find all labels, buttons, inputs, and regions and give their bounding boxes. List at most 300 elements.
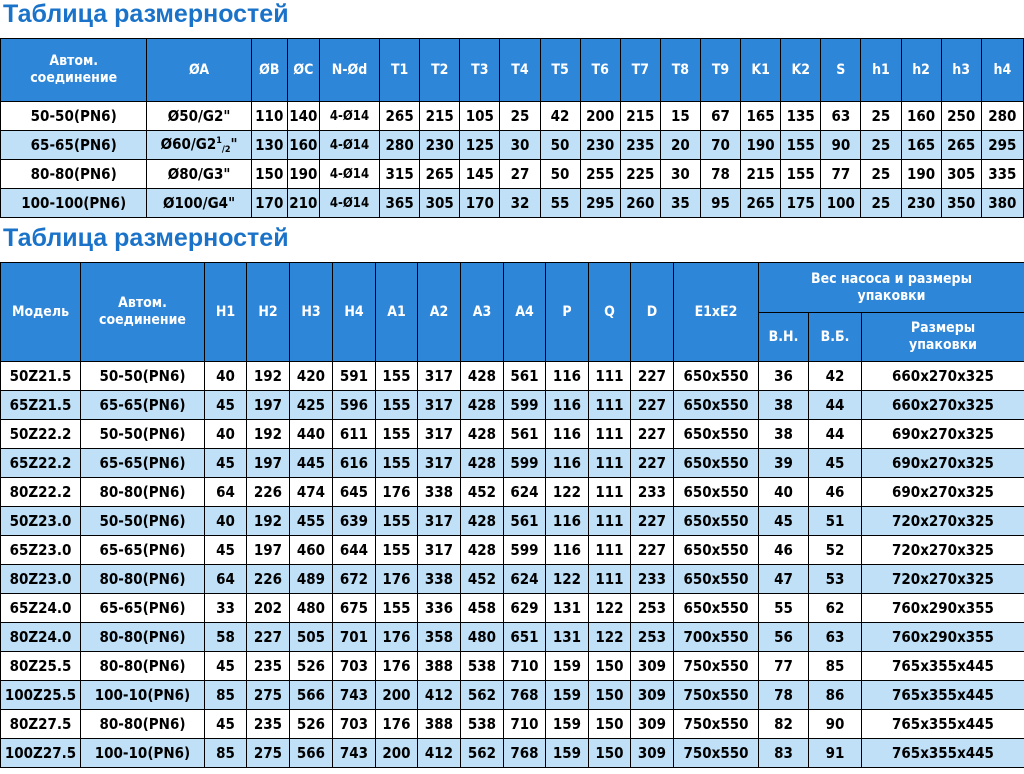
table-cell: 566 <box>290 739 333 768</box>
t1-col-header: K1 <box>741 39 781 102</box>
table-cell: 65-65(PN6) <box>81 449 205 478</box>
table-cell: 111 <box>589 362 631 391</box>
table-cell: 190 <box>741 131 781 160</box>
table-cell: 253 <box>631 623 674 652</box>
table-cell: 50-50(PN6) <box>81 507 205 536</box>
table-cell: 30 <box>500 131 540 160</box>
table-cell: 80-80(PN6) <box>1 160 147 189</box>
t2-col-header: P <box>546 263 589 362</box>
table-cell: 428 <box>461 362 504 391</box>
table-cell: 25 <box>861 189 901 218</box>
table-cell: 45 <box>205 449 247 478</box>
dimensions-table-1 <box>0 38 1024 218</box>
table-row <box>1 160 1024 189</box>
table-cell: 690x270x325 <box>862 478 1024 507</box>
table-cell: 25 <box>861 102 901 131</box>
table-cell: 100-10(PN6) <box>81 681 205 710</box>
table-cell: 39 <box>759 449 809 478</box>
table-row <box>1 102 1024 131</box>
t1-col-header: T1 <box>380 39 420 102</box>
table-cell: 4-Ø14 <box>319 189 379 218</box>
table-cell: 526 <box>290 710 333 739</box>
table-cell: 176 <box>376 710 418 739</box>
table-cell: 56 <box>759 623 809 652</box>
table-cell: 4-Ø14 <box>319 160 379 189</box>
t1-col-header: N-Ød <box>319 39 379 102</box>
t1-col-header: T3 <box>460 39 500 102</box>
table-cell: 672 <box>333 565 376 594</box>
table-cell: 86 <box>809 681 862 710</box>
table-cell: 561 <box>504 507 546 536</box>
table-cell: 526 <box>290 652 333 681</box>
t2-sub-header: В.Н. <box>759 313 809 362</box>
table-cell: 760x290x355 <box>862 594 1024 623</box>
table-cell: 650x550 <box>674 420 759 449</box>
table-cell: 165 <box>901 131 941 160</box>
table-cell: 765x355x445 <box>862 652 1024 681</box>
table-cell: 235 <box>247 652 290 681</box>
table-cell: 611 <box>333 420 376 449</box>
table-cell: 317 <box>418 507 461 536</box>
table-cell: 62 <box>809 594 862 623</box>
table-cell: 110 <box>251 102 287 131</box>
table-cell: 159 <box>546 681 589 710</box>
table-cell: 27 <box>500 160 540 189</box>
table-row <box>1 565 1024 594</box>
table-cell: 122 <box>546 565 589 594</box>
table-cell: 428 <box>461 420 504 449</box>
table-cell: 45 <box>205 652 247 681</box>
table-cell: 80-80(PN6) <box>81 623 205 652</box>
table-cell: 365 <box>380 189 420 218</box>
table-cell: 765x355x445 <box>862 739 1024 768</box>
table-cell: 710 <box>504 652 546 681</box>
table-cell: 765x355x445 <box>862 710 1024 739</box>
table-cell: 40 <box>205 362 247 391</box>
t1-col-header: h2 <box>901 39 941 102</box>
table-cell: 160 <box>287 131 319 160</box>
table-cell: 765x355x445 <box>862 681 1024 710</box>
table-cell: 190 <box>287 160 319 189</box>
table-cell: 412 <box>418 681 461 710</box>
table-cell: 190 <box>901 160 941 189</box>
table-cell: 710 <box>504 710 546 739</box>
table-cell: 170 <box>460 189 500 218</box>
table-cell: 624 <box>504 565 546 594</box>
table-cell: 743 <box>333 681 376 710</box>
table-cell: 650x550 <box>674 478 759 507</box>
table-cell: 701 <box>333 623 376 652</box>
table-cell: 275 <box>247 739 290 768</box>
table-cell: 50Z22.2 <box>1 420 81 449</box>
table-cell: 428 <box>461 536 504 565</box>
table-cell: 197 <box>247 449 290 478</box>
table-cell: 44 <box>809 420 862 449</box>
t1-col-header: T7 <box>620 39 660 102</box>
table-cell: 489 <box>290 565 333 594</box>
t2-col-header: Автом. соединение <box>81 263 205 362</box>
table-cell: 561 <box>504 420 546 449</box>
table-cell: 116 <box>546 507 589 536</box>
table-cell: 380 <box>981 189 1023 218</box>
table-cell: 176 <box>376 565 418 594</box>
table-cell: 65Z22.2 <box>1 449 81 478</box>
table-cell: 650x550 <box>674 362 759 391</box>
table-cell: 155 <box>781 131 821 160</box>
table-cell: 33 <box>205 594 247 623</box>
table-cell: 155 <box>376 420 418 449</box>
t1-col-header: ØC <box>287 39 319 102</box>
table-cell: 309 <box>631 710 674 739</box>
table-cell: 750x550 <box>674 739 759 768</box>
table-cell: 51 <box>809 507 862 536</box>
table-cell: 135 <box>781 102 821 131</box>
table-cell: 150 <box>589 710 631 739</box>
table-cell: 388 <box>418 652 461 681</box>
table-cell: 131 <box>546 594 589 623</box>
table-cell: 317 <box>418 391 461 420</box>
table-cell: 159 <box>546 739 589 768</box>
table-cell: 255 <box>580 160 620 189</box>
table-cell: 235 <box>620 131 660 160</box>
table-cell: 233 <box>631 565 674 594</box>
table-cell: 125 <box>460 131 500 160</box>
table-cell: 750x550 <box>674 681 759 710</box>
table-cell: 295 <box>981 131 1023 160</box>
table-cell: 44 <box>809 391 862 420</box>
t1-col-header: T5 <box>540 39 580 102</box>
table-cell: 77 <box>759 652 809 681</box>
table-cell: 690x270x325 <box>862 420 1024 449</box>
t1-col-header: h1 <box>861 39 901 102</box>
table-cell: 505 <box>290 623 333 652</box>
table-cell: 428 <box>461 391 504 420</box>
table-cell: 111 <box>589 536 631 565</box>
table-row <box>1 623 1024 652</box>
table-cell: 35 <box>660 189 700 218</box>
table-cell: 159 <box>546 710 589 739</box>
table-cell: 83 <box>759 739 809 768</box>
table-cell: 227 <box>631 391 674 420</box>
table-cell: 338 <box>418 565 461 594</box>
table-cell: 100Z27.5 <box>1 739 81 768</box>
table-cell: 768 <box>504 739 546 768</box>
t1-col-header: ØA <box>147 39 251 102</box>
table-cell: 65Z21.5 <box>1 391 81 420</box>
table-cell: 111 <box>589 449 631 478</box>
table-cell: 42 <box>809 362 862 391</box>
table-cell: 150 <box>589 652 631 681</box>
table-cell: 388 <box>418 710 461 739</box>
t1-col-header: T9 <box>700 39 740 102</box>
table-cell: 85 <box>205 739 247 768</box>
table-cell: Ø100/G4" <box>147 189 251 218</box>
table-cell: 599 <box>504 536 546 565</box>
table-cell: 105 <box>460 102 500 131</box>
table-cell: 650x550 <box>674 594 759 623</box>
table-cell: 78 <box>700 160 740 189</box>
table-cell: 750x550 <box>674 710 759 739</box>
table-cell: 64 <box>205 478 247 507</box>
table-cell: 85 <box>205 681 247 710</box>
table-cell: 650x550 <box>674 565 759 594</box>
t2-sub-header: Размеры упаковки <box>862 313 1024 362</box>
table-cell: 176 <box>376 623 418 652</box>
table-cell: 651 <box>504 623 546 652</box>
table-cell: 4-Ø14 <box>319 131 379 160</box>
table-cell: 80Z25.5 <box>1 652 81 681</box>
table-cell: 150 <box>589 739 631 768</box>
table-cell: 25 <box>861 131 901 160</box>
table-cell: 65-65(PN6) <box>81 391 205 420</box>
table-cell: 305 <box>420 189 460 218</box>
table-cell: 230 <box>580 131 620 160</box>
table-cell: 50-50(PN6) <box>81 362 205 391</box>
table-row <box>1 189 1024 218</box>
t1-col-header: K2 <box>781 39 821 102</box>
table-row <box>1 594 1024 623</box>
table-cell: 280 <box>981 102 1023 131</box>
table2-header-row <box>1 263 1024 313</box>
table-cell: 170 <box>251 189 287 218</box>
table-cell: 192 <box>247 362 290 391</box>
table-cell: 50 <box>540 131 580 160</box>
table-cell: 38 <box>759 420 809 449</box>
table-cell: 650x550 <box>674 507 759 536</box>
table-cell: 538 <box>461 652 504 681</box>
table-cell: 111 <box>589 565 631 594</box>
table-row <box>1 420 1024 449</box>
t2-col-header: H2 <box>247 263 290 362</box>
table-cell: 335 <box>981 160 1023 189</box>
t2-col-header: Модель <box>1 263 81 362</box>
table-cell: 65-65(PN6) <box>81 536 205 565</box>
table-cell: 55 <box>540 189 580 218</box>
t2-group-header: Вес насоса и размеры упаковки <box>759 263 1024 313</box>
table-cell: 703 <box>333 652 376 681</box>
table-cell: 47 <box>759 565 809 594</box>
table-cell: 100-10(PN6) <box>81 739 205 768</box>
table-cell: 46 <box>809 478 862 507</box>
table-cell: 150 <box>589 681 631 710</box>
table-cell: 45 <box>759 507 809 536</box>
t1-col-header: T8 <box>660 39 700 102</box>
table-cell: 317 <box>418 362 461 391</box>
table-cell: 309 <box>631 681 674 710</box>
table-cell: 122 <box>589 594 631 623</box>
table-cell: 20 <box>660 131 700 160</box>
table-cell: 111 <box>589 478 631 507</box>
table-cell: 260 <box>620 189 660 218</box>
table-cell: Ø80/G3" <box>147 160 251 189</box>
table-cell: 445 <box>290 449 333 478</box>
table-cell: 50Z23.0 <box>1 507 81 536</box>
table2-title: Таблица размерностей <box>3 224 289 252</box>
table-cell: 111 <box>589 391 631 420</box>
table-cell: 420 <box>290 362 333 391</box>
table-cell: 155 <box>376 594 418 623</box>
table-cell: 660x270x325 <box>862 362 1024 391</box>
table-cell: 650x550 <box>674 536 759 565</box>
table-cell: 111 <box>589 420 631 449</box>
table-row <box>1 131 1024 160</box>
table-cell: 455 <box>290 507 333 536</box>
table-cell: 70 <box>700 131 740 160</box>
table-cell: 90 <box>809 710 862 739</box>
table-cell: 624 <box>504 478 546 507</box>
table-cell: 80Z27.5 <box>1 710 81 739</box>
table-cell: 116 <box>546 420 589 449</box>
table-cell: 700x550 <box>674 623 759 652</box>
table1-header-row <box>1 39 1024 102</box>
table-cell: 336 <box>418 594 461 623</box>
table-cell: 720x270x325 <box>862 565 1024 594</box>
table-cell: 591 <box>333 362 376 391</box>
table-cell: 50Z21.5 <box>1 362 81 391</box>
table-cell: 122 <box>589 623 631 652</box>
table-cell: 650x550 <box>674 391 759 420</box>
table-cell: 227 <box>631 420 674 449</box>
table-cell: 650x550 <box>674 449 759 478</box>
table-cell: 52 <box>809 536 862 565</box>
table-cell: 562 <box>461 681 504 710</box>
t2-sub-header: В.Б. <box>809 313 862 362</box>
t2-col-header: E1xE2 <box>674 263 759 362</box>
table-row <box>1 362 1024 391</box>
t1-col-header: Автом. соединение <box>1 39 147 102</box>
table-cell: 159 <box>546 652 589 681</box>
table-cell: 596 <box>333 391 376 420</box>
table-cell: 428 <box>461 449 504 478</box>
table-cell: 280 <box>380 131 420 160</box>
table-cell: 215 <box>741 160 781 189</box>
table-cell: 226 <box>247 478 290 507</box>
table-cell: 131 <box>546 623 589 652</box>
table-cell: 155 <box>376 449 418 478</box>
table-cell: 253 <box>631 594 674 623</box>
table-cell: 30 <box>660 160 700 189</box>
table-cell: 358 <box>418 623 461 652</box>
table-cell: 474 <box>290 478 333 507</box>
table-cell: 452 <box>461 565 504 594</box>
table-cell: 743 <box>333 739 376 768</box>
table-cell: 317 <box>418 536 461 565</box>
t2-col-header: A2 <box>418 263 461 362</box>
table-cell: 155 <box>376 536 418 565</box>
table-cell: 155 <box>376 507 418 536</box>
table-cell: 226 <box>247 565 290 594</box>
table-cell: 45 <box>205 710 247 739</box>
table-cell: 235 <box>247 710 290 739</box>
table-cell: 64 <box>205 565 247 594</box>
table-cell: 760x290x355 <box>862 623 1024 652</box>
table-cell: 599 <box>504 449 546 478</box>
table-cell: 197 <box>247 391 290 420</box>
table-cell: 116 <box>546 449 589 478</box>
table-cell: 210 <box>287 189 319 218</box>
table-cell: 452 <box>461 478 504 507</box>
table-cell: 15 <box>660 102 700 131</box>
table-cell: 32 <box>500 189 540 218</box>
table-cell: 227 <box>631 536 674 565</box>
table-cell: 155 <box>781 160 821 189</box>
t2-col-header: H3 <box>290 263 333 362</box>
table-cell: 130 <box>251 131 287 160</box>
table-cell: 55 <box>759 594 809 623</box>
table-cell: 200 <box>376 739 418 768</box>
table-cell: 309 <box>631 652 674 681</box>
table-cell: 176 <box>376 478 418 507</box>
t2-col-header: H1 <box>205 263 247 362</box>
table-cell: 150 <box>251 160 287 189</box>
table-cell: 703 <box>333 710 376 739</box>
t2-col-header: A4 <box>504 263 546 362</box>
table-cell: 45 <box>205 391 247 420</box>
table-cell: 200 <box>580 102 620 131</box>
table-cell: 160 <box>901 102 941 131</box>
table-cell: 63 <box>821 102 861 131</box>
table-cell: 50-50(PN6) <box>81 420 205 449</box>
table-cell: 116 <box>546 391 589 420</box>
table-cell: 80Z24.0 <box>1 623 81 652</box>
table-cell: 58 <box>205 623 247 652</box>
table-cell: 750x550 <box>674 652 759 681</box>
table-cell: 425 <box>290 391 333 420</box>
table-cell: 140 <box>287 102 319 131</box>
table-cell: 315 <box>380 160 420 189</box>
table-cell: 250 <box>941 102 981 131</box>
table-cell: 80-80(PN6) <box>81 652 205 681</box>
t2-col-header: D <box>631 263 674 362</box>
table-cell: 80-80(PN6) <box>81 710 205 739</box>
table-row <box>1 536 1024 565</box>
table-cell: Ø50/G2" <box>147 102 251 131</box>
table-cell: 95 <box>700 189 740 218</box>
table-cell: 227 <box>631 507 674 536</box>
table-cell: 305 <box>941 160 981 189</box>
table-cell: 80-80(PN6) <box>81 565 205 594</box>
table-cell: 65-65(PN6) <box>1 131 147 160</box>
table-cell: 412 <box>418 739 461 768</box>
table-cell: 145 <box>460 160 500 189</box>
table-cell: 197 <box>247 536 290 565</box>
table-cell: 275 <box>247 681 290 710</box>
table-cell: 25 <box>861 160 901 189</box>
table-cell: 233 <box>631 478 674 507</box>
table-cell: 440 <box>290 420 333 449</box>
t2-col-header: H4 <box>333 263 376 362</box>
table-cell: 480 <box>461 623 504 652</box>
table-cell: 65Z23.0 <box>1 536 81 565</box>
table-cell: 768 <box>504 681 546 710</box>
table-cell: 80Z23.0 <box>1 565 81 594</box>
table-cell: 660x270x325 <box>862 391 1024 420</box>
table-cell: 265 <box>380 102 420 131</box>
table-cell: 116 <box>546 536 589 565</box>
table-cell: 40 <box>759 478 809 507</box>
table-cell: 690x270x325 <box>862 449 1024 478</box>
table-cell: 317 <box>418 449 461 478</box>
t1-col-header: ØB <box>251 39 287 102</box>
table-cell: 42 <box>540 102 580 131</box>
table-cell: 350 <box>941 189 981 218</box>
table-cell: 192 <box>247 507 290 536</box>
table-cell: 192 <box>247 420 290 449</box>
table-cell: 175 <box>781 189 821 218</box>
table-cell: 480 <box>290 594 333 623</box>
table-cell: 50 <box>540 160 580 189</box>
dimensions-table-2 <box>0 262 1024 768</box>
